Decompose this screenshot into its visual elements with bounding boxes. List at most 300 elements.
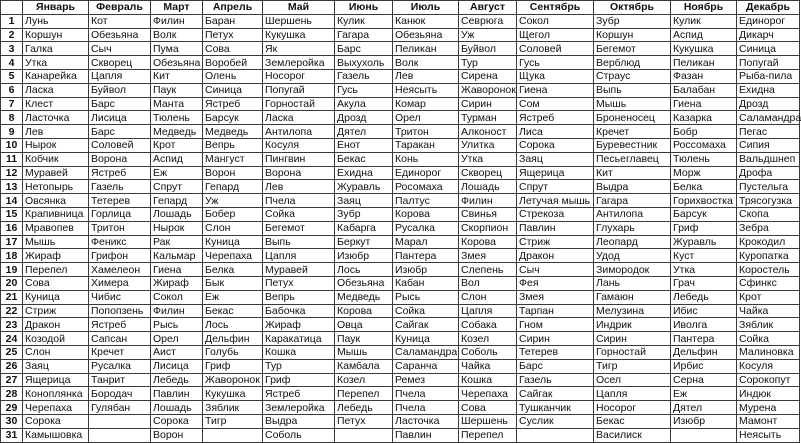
table-cell: Кальмар (151, 249, 203, 263)
table-cell: Лев (23, 125, 89, 139)
table-cell: Малиновка (737, 345, 800, 359)
table-cell: Кобчик (23, 152, 89, 166)
table-cell: Слон (203, 221, 263, 235)
table-cell: Выпь (594, 83, 671, 97)
month-header: Июль (393, 1, 459, 15)
table-cell: Барсук (671, 207, 737, 221)
table-cell (89, 414, 151, 428)
table-cell: Пингвин (263, 152, 335, 166)
row-number: 24 (1, 332, 23, 346)
table-cell: Пустельга (737, 180, 800, 194)
table-cell: Дикарч (737, 28, 800, 42)
table-cell: Слон (23, 345, 89, 359)
table-cell: Кабарга (335, 221, 393, 235)
row-number: 18 (1, 249, 23, 263)
table-cell: Саранча (393, 359, 459, 373)
table-cell: Мравопев (23, 221, 89, 235)
table-cell: Орел (151, 332, 203, 346)
month-header: Сентябрь (517, 1, 594, 15)
table-cell: Сокол (151, 290, 203, 304)
table-cell: Барс (89, 125, 151, 139)
table-cell: Василиск (594, 428, 671, 442)
table-cell: Кулик (671, 14, 737, 28)
table-cell: Хамелеон (89, 263, 151, 277)
table-cell: Стрекоза (517, 207, 594, 221)
table-cell (335, 428, 393, 442)
table-cell: Камышовка (23, 428, 89, 442)
table-cell: Змея (517, 290, 594, 304)
table-cell (203, 428, 263, 442)
table-cell: Сайгак (517, 387, 594, 401)
table-cell: Жираф (263, 318, 335, 332)
table-cell: Землеройка (263, 56, 335, 70)
table-cell: Пеликан (393, 42, 459, 56)
table-cell: Кречет (594, 125, 671, 139)
table-cell: Пегас (737, 125, 800, 139)
table-cell: Газель (517, 373, 594, 387)
table-cell: Попопзень (89, 304, 151, 318)
table-cell: Выдра (594, 180, 671, 194)
table-cell: Скворец (89, 56, 151, 70)
table-cell: Неясыть (737, 428, 800, 442)
table-cell: Грач (671, 276, 737, 290)
table-cell: Зяблик (203, 401, 263, 415)
table-cell: Куница (393, 332, 459, 346)
table-cell: Танрит (89, 373, 151, 387)
table-cell: Крапивница (23, 207, 89, 221)
table-cell: Комар (393, 97, 459, 111)
table-cell: Нырок (151, 221, 203, 235)
table-cell: Ястреб (517, 111, 594, 125)
table-cell: Сова (203, 42, 263, 56)
table-cell: Гиена (517, 83, 594, 97)
table-row (1, 180, 800, 194)
table-cell: Воробей (203, 56, 263, 70)
table-cell: Попугай (263, 83, 335, 97)
month-header: Декабрь (737, 1, 800, 15)
table-cell: Бобр (671, 125, 737, 139)
table-cell: Гном (517, 318, 594, 332)
table-cell: Куница (23, 290, 89, 304)
table-cell: Кошка (263, 345, 335, 359)
table-cell: Рысь (393, 290, 459, 304)
table-cell: Гриф (263, 373, 335, 387)
table-cell: Петух (335, 414, 393, 428)
table-cell: Дракон (23, 318, 89, 332)
table-cell: Росомаха (393, 180, 459, 194)
table-cell: Лебедь (335, 401, 393, 415)
table-cell: Бегемот (263, 221, 335, 235)
table-cell: Косуля (737, 359, 800, 373)
table-cell: Тетерев (89, 194, 151, 208)
table-cell: Лисица (89, 111, 151, 125)
row-number: 5 (1, 69, 23, 83)
table-cell: Спрут (151, 180, 203, 194)
row-number: 12 (1, 166, 23, 180)
row-number: 16 (1, 221, 23, 235)
table-cell: Мелузина (594, 304, 671, 318)
table-cell: Галка (23, 42, 89, 56)
table-cell: Ястреб (263, 387, 335, 401)
table-cell: Тритон (393, 125, 459, 139)
table-cell: Дятел (671, 401, 737, 415)
table-cell: Сова (459, 401, 517, 415)
table-cell: Гиена (151, 263, 203, 277)
table-cell: Газель (335, 69, 393, 83)
table-cell: Тритон (89, 221, 151, 235)
table-cell: Лунь (23, 14, 89, 28)
table-row (1, 152, 800, 166)
table-cell: Дрофа (737, 166, 800, 180)
table-row (1, 138, 800, 152)
table-cell: Коноплянка (23, 387, 89, 401)
row-number: 21 (1, 290, 23, 304)
row-number: 17 (1, 235, 23, 249)
table-cell: Енот (335, 138, 393, 152)
table-cell: Газель (89, 180, 151, 194)
table-cell: Чайка (737, 304, 800, 318)
table-cell: Антилопа (594, 207, 671, 221)
table-cell: Нырок (23, 138, 89, 152)
table-cell: Петух (263, 276, 335, 290)
table-cell: Петух (203, 28, 263, 42)
table-cell: Единорог (737, 14, 800, 28)
table-cell: Дельфин (671, 345, 737, 359)
table-row (1, 345, 800, 359)
table-cell: Синица (737, 42, 800, 56)
table-cell: Павлин (517, 221, 594, 235)
table-cell: Русалка (89, 359, 151, 373)
table-cell: Страус (594, 69, 671, 83)
table-cell: Утка (671, 263, 737, 277)
table-cell: Журавль (335, 180, 393, 194)
table-cell: Буревестник (594, 138, 671, 152)
table-cell: Козодой (23, 332, 89, 346)
table-cell: Бекас (203, 304, 263, 318)
row-number: 28 (1, 387, 23, 401)
table-cell: Иволга (671, 318, 737, 332)
table-cell: Гриф (203, 359, 263, 373)
table-cell: Горностай (594, 345, 671, 359)
table-cell: Корова (459, 235, 517, 249)
table-cell: Лошадь (151, 401, 203, 415)
row-number: 15 (1, 207, 23, 221)
table-cell: Ласка (263, 111, 335, 125)
table-cell: Аспид (151, 152, 203, 166)
table-cell: Зебра (737, 221, 800, 235)
table-cell: Ястреб (89, 318, 151, 332)
row-number: 25 (1, 345, 23, 359)
table-cell: Змея (459, 249, 517, 263)
table-cell: Улитка (459, 138, 517, 152)
table-cell: Ирбис (671, 359, 737, 373)
table-cell: Сфинкс (737, 276, 800, 290)
table-cell: Черепаха (203, 249, 263, 263)
table-row (1, 263, 800, 277)
table-cell: Тетерев (517, 345, 594, 359)
table-cell: Як (263, 42, 335, 56)
table-cell: Акула (335, 97, 393, 111)
table-cell: Кречет (89, 345, 151, 359)
table-cell: Трясогузка (737, 194, 800, 208)
table-cell: Рыба-пила (737, 69, 800, 83)
table-cell (671, 428, 737, 442)
table-cell: Тигр (203, 414, 263, 428)
table-cell: Паук (335, 332, 393, 346)
table-cell: Овца (335, 318, 393, 332)
table-cell: Сайгак (393, 318, 459, 332)
table-cell: Носорог (263, 69, 335, 83)
table-cell: Сирин (459, 97, 517, 111)
table-cell: Барс (89, 97, 151, 111)
table-cell: Собака (459, 318, 517, 332)
row-number: 9 (1, 125, 23, 139)
table-cell: Буйвол (459, 42, 517, 56)
table-cell: Крот (737, 290, 800, 304)
table-row (1, 166, 800, 180)
table-cell: Обезьяна (393, 28, 459, 42)
table-cell: Белка (203, 263, 263, 277)
table-row (1, 249, 800, 263)
table-cell: Крокодил (737, 235, 800, 249)
table-cell: Пантера (671, 332, 737, 346)
table-cell: Заяц (335, 194, 393, 208)
table-cell: Кит (151, 69, 203, 83)
table-cell: Обезьяна (151, 56, 203, 70)
table-row (1, 194, 800, 208)
table-row (1, 42, 800, 56)
table-row (1, 69, 800, 83)
table-cell: Лошадь (459, 180, 517, 194)
table-cell: Леопард (594, 235, 671, 249)
table-cell: Перепел (23, 263, 89, 277)
table-cell: Лиса (517, 125, 594, 139)
row-number: 3 (1, 42, 23, 56)
row-number: 14 (1, 194, 23, 208)
table-row (1, 235, 800, 249)
table-row (1, 359, 800, 373)
table-cell: Броненосец (594, 111, 671, 125)
table-cell: Палтус (393, 194, 459, 208)
row-number: 20 (1, 276, 23, 290)
table-cell: Вепрь (263, 290, 335, 304)
month-header: Ноябрь (671, 1, 737, 15)
table-cell: Аспид (671, 28, 737, 42)
table-cell: Барс (517, 359, 594, 373)
table-row (1, 125, 800, 139)
table-cell: Стриж (517, 235, 594, 249)
table-cell: Чайка (459, 359, 517, 373)
table-cell: Ибис (671, 304, 737, 318)
month-header: Март (151, 1, 203, 15)
table-cell: Изюбр (671, 414, 737, 428)
table-cell: Дрозд (335, 111, 393, 125)
table-cell: Сом (517, 97, 594, 111)
table-cell: Бекас (335, 152, 393, 166)
table-cell: Корова (335, 304, 393, 318)
table-cell: Соболь (459, 345, 517, 359)
table-cell: Единорог (393, 166, 459, 180)
table-cell: Обезьяна (335, 276, 393, 290)
table-cell: Медведь (151, 125, 203, 139)
table-cell: Сирин (594, 332, 671, 346)
table-cell: Дельфин (203, 332, 263, 346)
table-cell: Шершень (459, 414, 517, 428)
table-cell: Мангуст (203, 152, 263, 166)
table-cell: Тарпан (517, 304, 594, 318)
table-cell: Щука (517, 69, 594, 83)
row-number: 10 (1, 138, 23, 152)
table-cell: Ворон (151, 428, 203, 442)
table-cell: Клест (23, 97, 89, 111)
table-cell: Ворона (263, 166, 335, 180)
table-cell: Черепаха (23, 401, 89, 415)
table-cell: Павлин (151, 387, 203, 401)
table-cell: Уж (459, 28, 517, 42)
table-cell: Жаворонок (459, 83, 517, 97)
table-cell: Пчела (393, 401, 459, 415)
table-row (1, 304, 800, 318)
table-cell: Вальдшнеп (737, 152, 800, 166)
table-cell: Попугай (737, 56, 800, 70)
month-header: Июнь (335, 1, 393, 15)
row-number: 1 (1, 14, 23, 28)
table-row (1, 318, 800, 332)
table-cell: Манта (151, 97, 203, 111)
row-number: 31 (1, 428, 23, 442)
table-cell: Жираф (151, 276, 203, 290)
table-cell: Кит (594, 166, 671, 180)
table-cell: Щегол (517, 28, 594, 42)
table-cell: Лев (393, 69, 459, 83)
table-cell: Филин (459, 194, 517, 208)
table-cell: Россомаха (671, 138, 737, 152)
table-cell: Пчела (393, 387, 459, 401)
table-cell: Летучая мышь (517, 194, 594, 208)
table-cell: Гепард (151, 194, 203, 208)
table-cell: Барс (335, 42, 393, 56)
table-cell: Бабочка (263, 304, 335, 318)
table-cell: Марал (393, 235, 459, 249)
table-cell: Неясыть (393, 83, 459, 97)
table-cell: Ехидна (737, 83, 800, 97)
table-cell: Ящерица (517, 166, 594, 180)
table-cell: Цапля (89, 69, 151, 83)
table-cell: Слепень (459, 263, 517, 277)
table-cell: Коршун (594, 28, 671, 42)
table-cell: Ремез (393, 373, 459, 387)
table-cell: Цапля (594, 387, 671, 401)
table-cell: Ворон (203, 166, 263, 180)
table-cell: Стриж (23, 304, 89, 318)
table-cell: Ласточка (23, 111, 89, 125)
table-cell: Глухарь (594, 221, 671, 235)
table-cell: Медведь (203, 125, 263, 139)
table-cell: Изюбр (393, 263, 459, 277)
table-cell: Голубь (203, 345, 263, 359)
table-cell: Турман (459, 111, 517, 125)
table-cell: Мышь (23, 235, 89, 249)
table-cell: Беркут (335, 235, 393, 249)
table-cell: Тюлень (671, 152, 737, 166)
table-cell: Муравей (23, 166, 89, 180)
table-row (1, 332, 800, 346)
table-cell: Сорока (517, 138, 594, 152)
table-row (1, 428, 800, 442)
table-cell: Куропатка (737, 249, 800, 263)
row-number: 23 (1, 318, 23, 332)
table-cell: Дрозд (737, 97, 800, 111)
table-cell: Баран (203, 14, 263, 28)
table-cell: Морж (671, 166, 737, 180)
row-number: 6 (1, 83, 23, 97)
row-number: 19 (1, 263, 23, 277)
table-cell: Фазан (671, 69, 737, 83)
table-cell: Зимородок (594, 263, 671, 277)
table-cell: Волк (151, 28, 203, 42)
table-row (1, 401, 800, 415)
table-cell: Уж (203, 194, 263, 208)
table-cell: Лев (263, 180, 335, 194)
table-cell: Бык (203, 276, 263, 290)
table-cell: Выхухоль (335, 56, 393, 70)
table-row (1, 221, 800, 235)
table-cell: Верблюд (594, 56, 671, 70)
row-number: 22 (1, 304, 23, 318)
table-cell: Землеройка (263, 401, 335, 415)
table-cell: Еж (671, 387, 737, 401)
table-cell: Песьеглавец (594, 152, 671, 166)
table-cell: Шершень (263, 14, 335, 28)
row-number: 8 (1, 111, 23, 125)
table-cell: Тюлень (151, 111, 203, 125)
table-cell: Слон (459, 290, 517, 304)
table-cell: Филин (151, 304, 203, 318)
table-cell: Корова (393, 207, 459, 221)
table-cell: Цапля (459, 304, 517, 318)
table-cell: Соловей (517, 42, 594, 56)
table-cell: Антилопа (263, 125, 335, 139)
table-cell: Тур (263, 359, 335, 373)
month-header: Февраль (89, 1, 151, 15)
row-number: 27 (1, 373, 23, 387)
table-row (1, 414, 800, 428)
header-number (1, 1, 23, 15)
table-cell: Журавль (671, 235, 737, 249)
table-row (1, 207, 800, 221)
table-cell (517, 428, 594, 442)
table-cell: Лошадь (151, 207, 203, 221)
table-cell: Кукушка (203, 387, 263, 401)
table-cell: Тушканчик (517, 401, 594, 415)
table-cell: Казарка (671, 111, 737, 125)
table-cell: Жаворонок (203, 373, 263, 387)
table-cell: Вол (459, 276, 517, 290)
table-cell: Горихвостка (671, 194, 737, 208)
table-cell: Грифон (89, 249, 151, 263)
table-cell: Кукушка (671, 42, 737, 56)
table-cell: Рак (151, 235, 203, 249)
table-cell: Чибис (89, 290, 151, 304)
table-cell: Лебедь (671, 290, 737, 304)
table-cell: Сорока (23, 414, 89, 428)
table-cell: Еж (203, 290, 263, 304)
table-cell: Индрик (594, 318, 671, 332)
table-cell: Пчела (263, 194, 335, 208)
row-number: 4 (1, 56, 23, 70)
table-cell: Гриф (671, 221, 737, 235)
table-cell (89, 428, 151, 442)
